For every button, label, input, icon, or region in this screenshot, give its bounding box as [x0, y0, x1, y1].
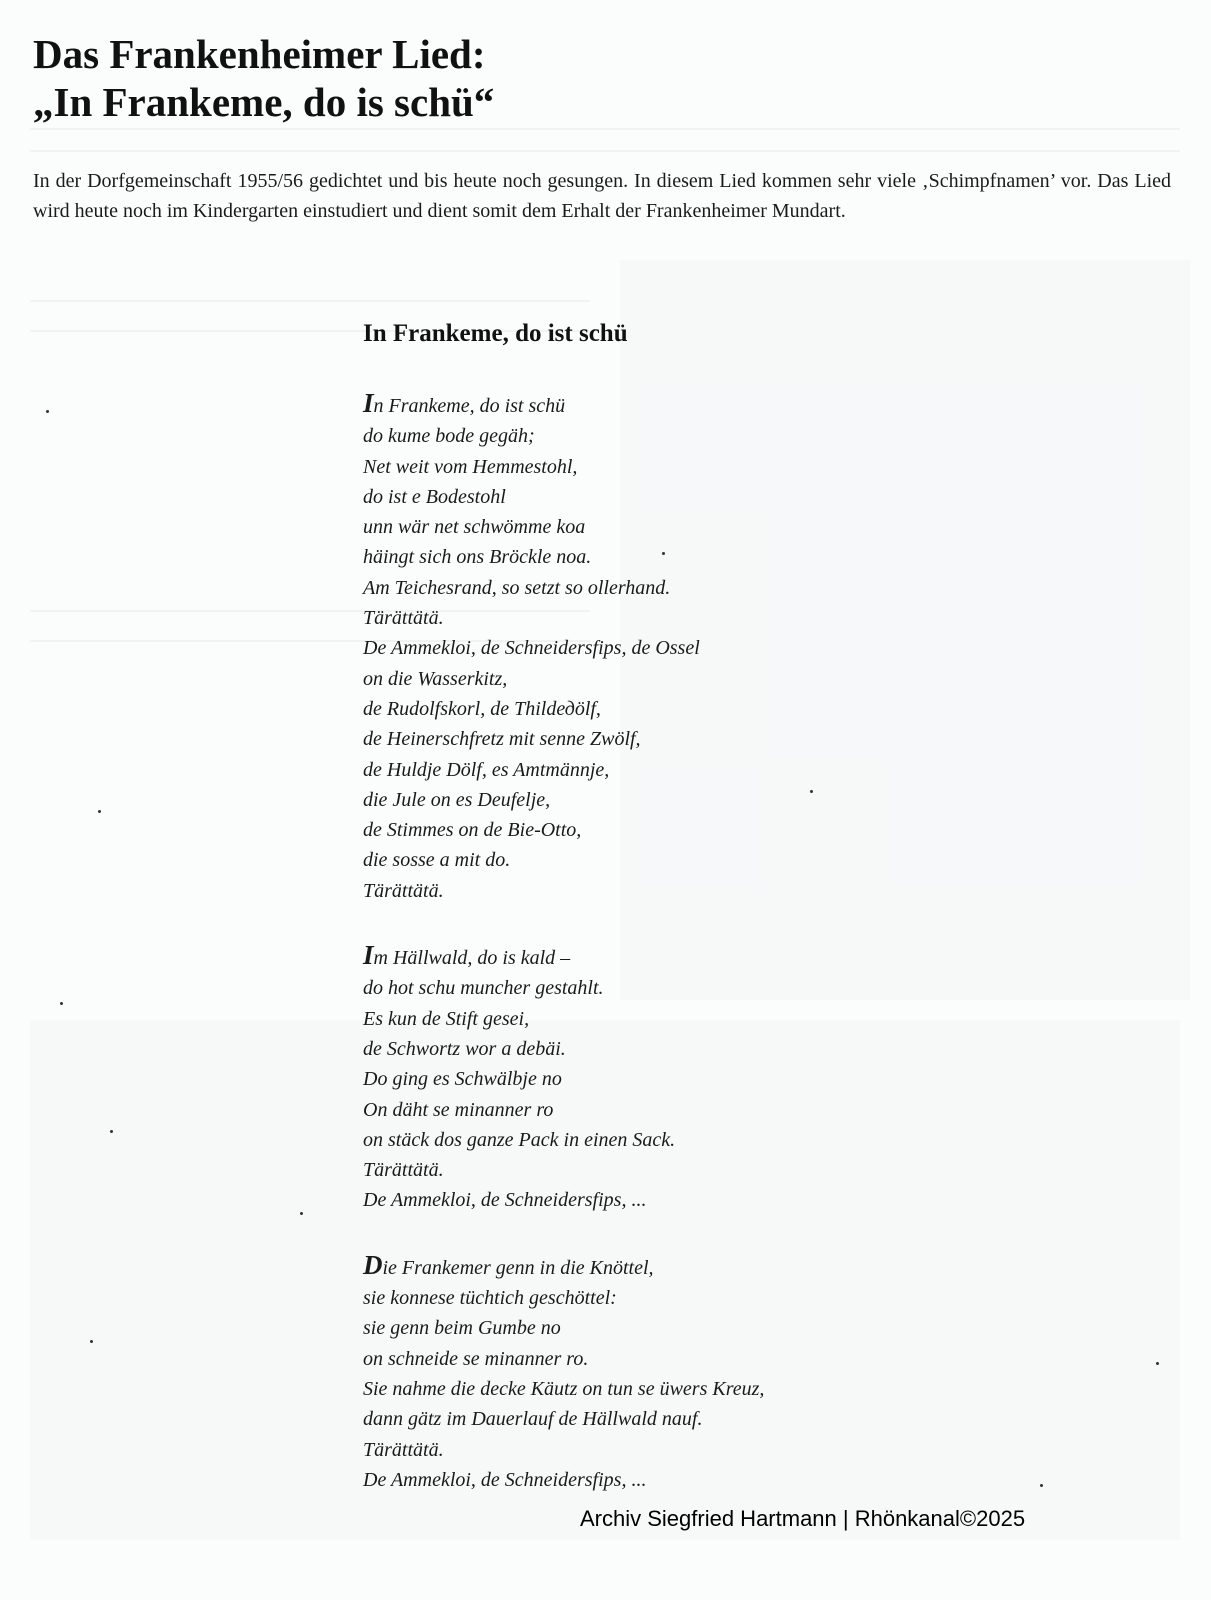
- scan-speck: [90, 1340, 93, 1343]
- verse-line: sie konnese tüchtich geschöttel:: [363, 1287, 617, 1310]
- verse-line: Es kun de Stift gesei,: [363, 1007, 530, 1030]
- verse-line: on stäck dos ganze Pack in einen Sack.: [363, 1128, 676, 1151]
- bleed-through-line: [30, 128, 1180, 130]
- song: [363, 318, 923, 1495]
- verse-line: [363, 1250, 923, 1283]
- song-title: In Frankeme, do ist schü: [363, 320, 628, 347]
- verse-line-text: n Frankeme, do ist schü: [373, 395, 566, 417]
- verse-line: dann gätz im Dauerlauf de Hällwald nauf.: [363, 1408, 703, 1431]
- verse-line: unn wär net schwömme koa: [363, 516, 586, 539]
- verse-line: die Jule on es Deufelje,: [363, 788, 551, 811]
- verse-line: de Huldje Dölf, es Amtmännje,: [363, 758, 610, 781]
- verse-line: do ist e Bodestohl: [363, 485, 506, 508]
- drop-initial: I: [363, 388, 374, 418]
- verse-line: häingt sich ons Bröckle noa.: [363, 546, 592, 569]
- scan-speck: [662, 552, 665, 555]
- archive-credit: Archiv Siegfried Hartmann | Rhönkanal©2025: [580, 1506, 1026, 1531]
- scan-speck: [1156, 1362, 1159, 1365]
- verse-line: De Ammekloi, de Schneidersfips, de Ossel: [363, 637, 700, 660]
- verse-line: Do ging es Schwälbje no: [363, 1068, 562, 1091]
- verse-line: [363, 940, 923, 973]
- page-title-line: Das Frankenheimer Lied:: [33, 31, 486, 77]
- verse-line: De Ammekloi, de Schneidersfips, ...: [363, 1468, 647, 1491]
- verse-line: on die Wasserkitz,: [363, 667, 508, 690]
- verse-line: on schneide se minanner ro.: [363, 1347, 589, 1370]
- drop-initial: D: [363, 1249, 383, 1280]
- verse-line: die sosse a mit do.: [363, 849, 511, 872]
- verse-line: Tärättätä.: [363, 1159, 444, 1182]
- verse-1: [363, 388, 923, 906]
- verse-3: [363, 1250, 923, 1495]
- verse-line: Tärättätä.: [363, 879, 444, 902]
- verse-line: Net weit vom Hemmestohl,: [363, 455, 578, 478]
- scan-speck: [46, 410, 49, 413]
- verse-line: Tärättätä.: [363, 607, 444, 630]
- scan-speck: [60, 1002, 63, 1005]
- intro-paragraph: In der Dorfgemeinschaft 1955/56 gedichtet und bis heute noch gesungen. In diesem Lied kommen sehr viele ‚Schimpfnamen’ vor. Das Lied wird heute noch im Kindergarten einstudiert und dient somit dem Erhalt der Frankenheimer Mundart.: [33, 170, 1171, 222]
- verse-line: Tärättätä.: [363, 1438, 444, 1461]
- verse-line: de Schwortz wor a debäi.: [363, 1037, 566, 1060]
- verse-line: do kume bode gegäh;: [363, 425, 535, 448]
- verse-line: de Heinerschfretz mit senne Zwölf,: [363, 728, 641, 751]
- verse-line-text: m Hällwald, do is kald –: [373, 947, 571, 970]
- verse-line: de Stimmes on de Bie-Otto,: [363, 819, 582, 842]
- verse-2: [363, 940, 923, 1216]
- scan-speck: [110, 1130, 113, 1133]
- verse-line: do hot schu muncher gestahlt.: [363, 977, 604, 1000]
- verse-line: Am Teichesrand, so setzt so ollerhand.: [363, 576, 671, 599]
- scan-speck: [1040, 1484, 1043, 1487]
- page-title: [33, 30, 494, 126]
- verse-line: On däht se minanner ro: [363, 1098, 554, 1121]
- verse-line-text: ie Frankemer genn in die Knöttel,: [382, 1256, 654, 1279]
- scan-speck: [300, 1212, 303, 1215]
- page-title-line: „In Frankeme, do is schü“: [33, 79, 495, 125]
- verse-line: sie genn beim Gumbe no: [363, 1317, 561, 1340]
- bleed-through-line: [30, 150, 1180, 152]
- drop-initial: I: [363, 940, 374, 971]
- verse-line: De Ammekloi, de Schneidersfips, ...: [363, 1189, 647, 1212]
- verse-line: Sie nahme die decke Käutz on tun se üwers Kreuz,: [363, 1377, 765, 1400]
- scan-speck: [810, 790, 813, 793]
- bleed-through-line: [30, 300, 590, 302]
- verse-line: [363, 388, 923, 421]
- bleed-through-heading: [720, 22, 731, 73]
- scan-speck: [98, 810, 101, 813]
- verse-line: de Rudolfskorl, de Thildедölf,: [363, 697, 601, 720]
